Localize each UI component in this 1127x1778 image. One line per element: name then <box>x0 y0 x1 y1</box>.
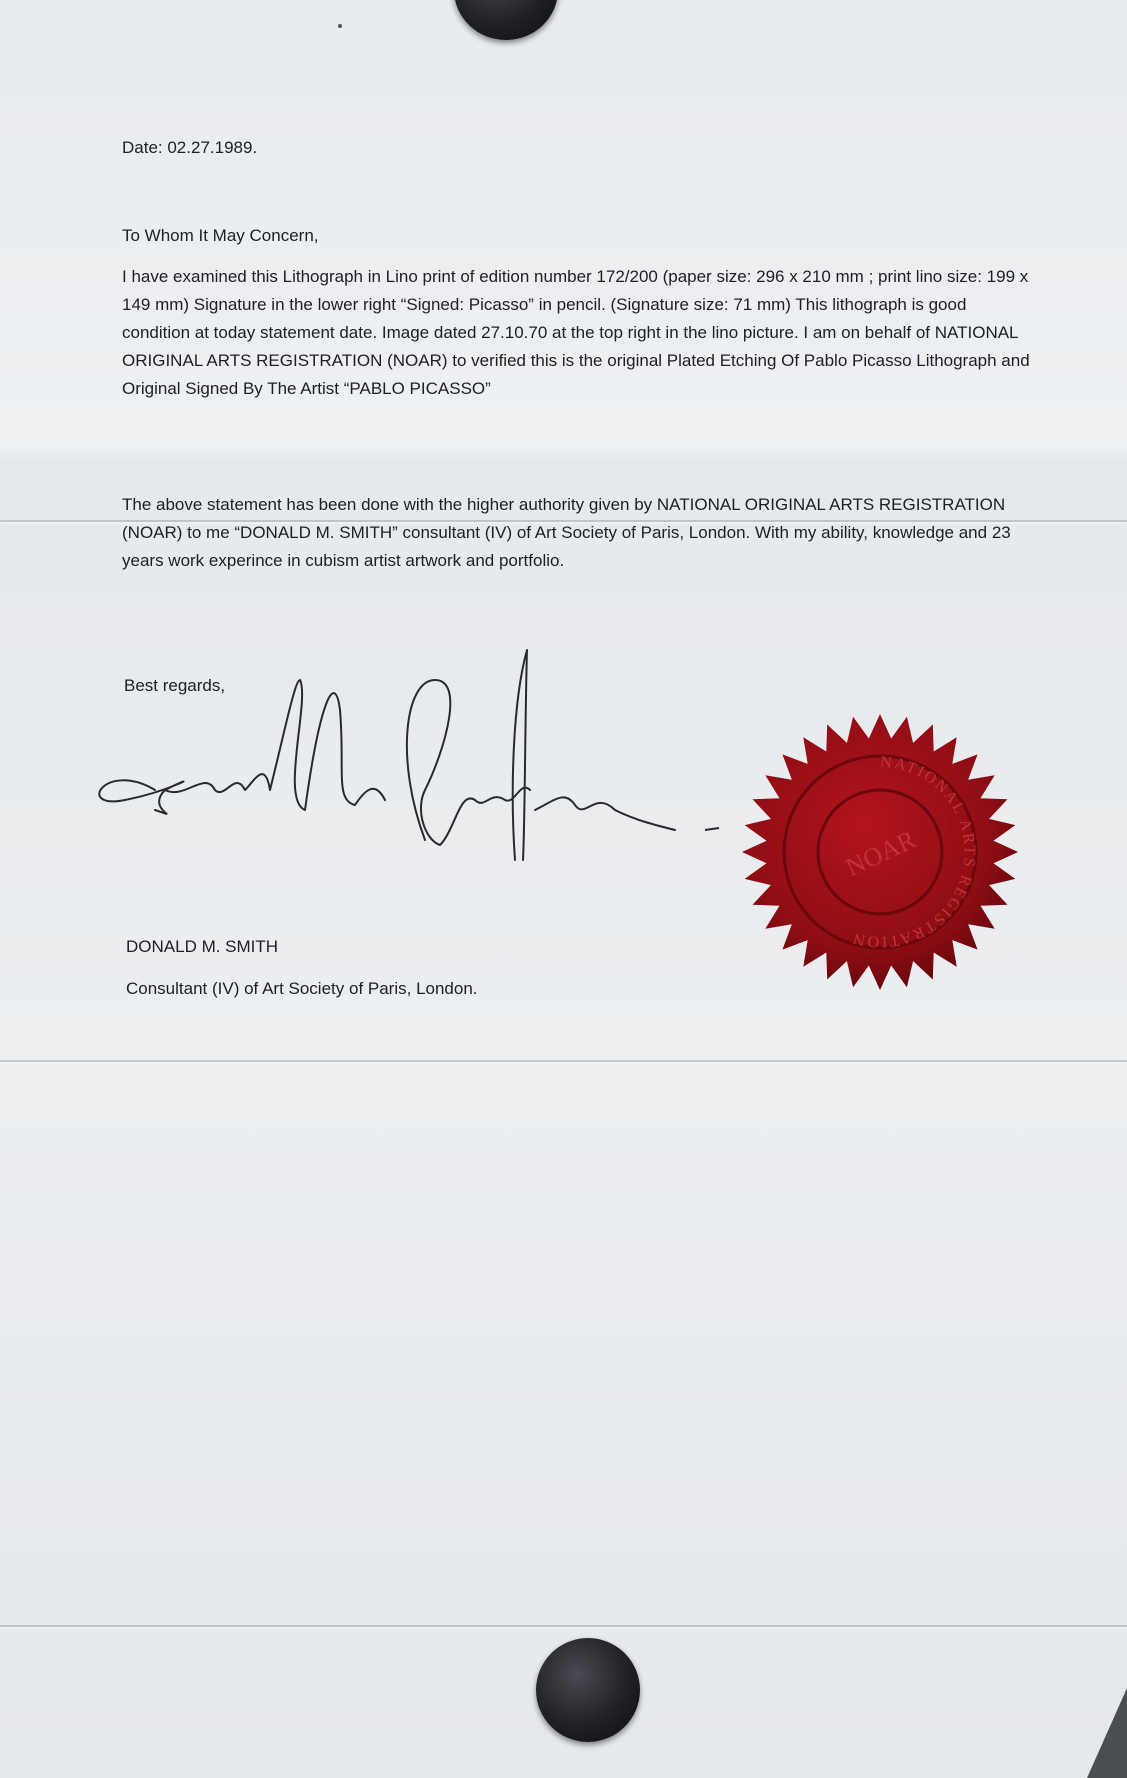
letter-paragraph-2: The above statement has been done with the higher authority given by NATIONAL ORIGINAL ARTS REGISTRATION (NOAR) to me “DONALD M. SMITH” consultant (IV) of Art Society of Paris, London. With my ability, knowledge and 23 years work experince in cubism artist artwork and portfolio. <box>122 495 1011 570</box>
paper-speck <box>338 24 342 28</box>
paper-corner <box>1087 1688 1127 1778</box>
seal-ring-text: NATIONAL ARTS REGISTRATION <box>849 753 978 951</box>
handwritten-signature <box>95 640 735 940</box>
signer-title: Consultant (IV) of Art Society of Paris, London. <box>126 979 478 998</box>
signer-name: DONALD M. SMITH <box>126 937 279 956</box>
seal-center-text: NOAR <box>841 824 921 883</box>
top-magnet <box>454 0 558 40</box>
fold-line-bottom <box>0 1625 1127 1627</box>
bottom-magnet <box>536 1638 640 1742</box>
letter-date: Date: 02.27.1989. <box>122 138 258 157</box>
letter-greeting: To Whom It May Concern, <box>122 226 319 245</box>
letter-closing: Best regards, <box>124 676 226 695</box>
noar-wax-seal <box>740 712 1020 992</box>
fold-line-middle <box>0 1060 1127 1062</box>
letter-paragraph-1: I have examined this Lithograph in Lino print of edition number 172/200 (paper size: 296 x 210 mm ; print lino size: 199 x 149 mm) Signature in the lower right “Signed: Picasso” in pencil. (Signature size: 71 mm) This lithograph is good condition at today statement date. Image dated 27.10.70 at the top right in the lino picture. I am on behalf of NATIONAL ORIGINAL ARTS REGISTRATION (NOAR) to verified this is the original Plated Etching Of Pablo Picasso Lithograph and Original Signed By The Artist “PABLO PICASSO” <box>122 267 1030 398</box>
